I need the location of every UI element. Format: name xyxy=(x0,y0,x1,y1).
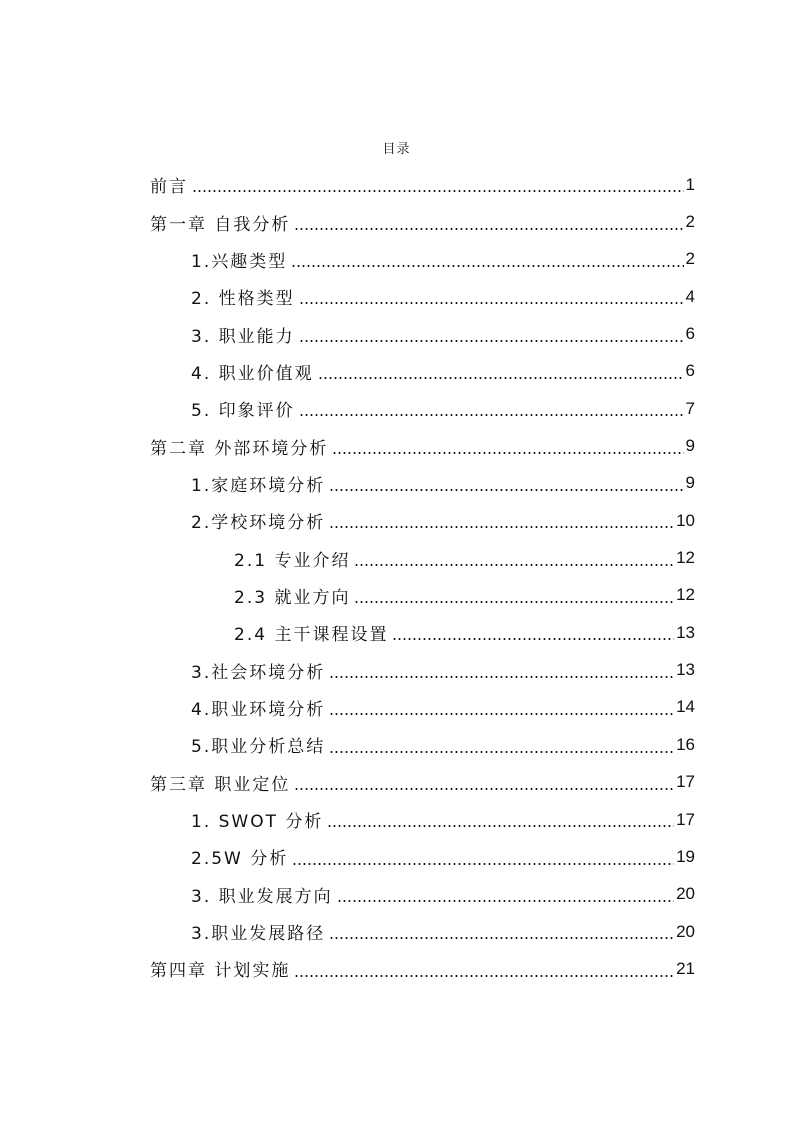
dot-leader xyxy=(294,788,674,790)
toc-entry-title: 第三章 职业定位 xyxy=(150,774,291,795)
dot-leader xyxy=(354,564,674,566)
toc-entry[interactable] xyxy=(150,950,695,987)
toc-entry-title: 1.家庭环境分析 xyxy=(191,475,326,496)
toc-entry[interactable] xyxy=(150,689,695,726)
dot-leader xyxy=(329,526,674,528)
toc-entry-title: 2.3 就业方向 xyxy=(234,587,351,608)
dot-leader xyxy=(337,900,674,902)
toc-page-number: 13 xyxy=(676,660,695,680)
toc-page-number: 7 xyxy=(685,398,695,418)
toc-entry-title: 第四章 计划实施 xyxy=(150,961,291,982)
toc-entry[interactable] xyxy=(150,390,695,427)
toc-entry[interactable] xyxy=(150,913,695,950)
toc-page-number: 9 xyxy=(685,473,695,493)
toc-page-number: 2 xyxy=(685,249,695,269)
toc-page-number: 10 xyxy=(676,510,695,530)
toc-entry-title: 3. 职业能力 xyxy=(191,326,295,347)
toc-page-number: 17 xyxy=(676,772,695,792)
dot-leader xyxy=(294,975,674,977)
toc-entry[interactable] xyxy=(150,502,695,539)
toc-entry-title: 3.职业发展路径 xyxy=(191,924,326,945)
dot-leader xyxy=(392,638,674,640)
dot-leader xyxy=(329,676,674,678)
toc-entry[interactable] xyxy=(150,427,695,464)
toc-page-number: 21 xyxy=(676,958,695,978)
toc-page-number: 12 xyxy=(676,585,695,605)
toc-page-number: 20 xyxy=(676,921,695,941)
toc-entry-title: 第二章 外部环境分析 xyxy=(150,438,329,459)
toc-page-number: 12 xyxy=(676,548,695,568)
toc-entry-title: 2. 性格类型 xyxy=(191,289,295,310)
dot-leader xyxy=(318,377,684,379)
toc-entry-title: 3. 职业发展方向 xyxy=(191,886,333,907)
toc-entry-title: 4. 职业价值观 xyxy=(191,363,314,384)
toc-entry-title: 前言 xyxy=(150,177,188,198)
table-of-contents xyxy=(150,166,695,988)
toc-page-number: 13 xyxy=(676,622,695,642)
toc-page-number: 9 xyxy=(685,436,695,456)
toc-entry[interactable] xyxy=(150,166,695,203)
toc-entry[interactable] xyxy=(150,614,695,651)
toc-entry[interactable] xyxy=(150,651,695,688)
toc-page-number: 2 xyxy=(685,212,695,232)
toc-entry-title: 1.兴趣类型 xyxy=(191,251,288,272)
toc-title: 目录 xyxy=(382,142,411,157)
toc-page-number: 17 xyxy=(676,809,695,829)
dot-leader xyxy=(294,228,683,230)
dot-leader xyxy=(329,937,674,939)
toc-entry-title: 2.学校环境分析 xyxy=(191,513,326,534)
dot-leader xyxy=(292,863,674,865)
toc-page-number: 16 xyxy=(676,734,695,754)
toc-entry[interactable] xyxy=(150,876,695,913)
dot-leader xyxy=(329,489,683,491)
toc-page-number: 19 xyxy=(676,846,695,866)
toc-entry-title: 4.职业环境分析 xyxy=(191,699,326,720)
toc-entry[interactable] xyxy=(150,353,695,390)
toc-page-number: 1 xyxy=(685,174,695,194)
dot-leader xyxy=(192,190,684,192)
toc-entry[interactable] xyxy=(150,203,695,240)
toc-page-number: 14 xyxy=(676,697,695,717)
toc-entry[interactable] xyxy=(150,465,695,502)
toc-entry-title: 2.4 主干课程设置 xyxy=(234,625,389,646)
toc-entry[interactable] xyxy=(150,315,695,352)
toc-entry[interactable] xyxy=(150,801,695,838)
toc-entry-title: 第一章 自我分析 xyxy=(150,214,291,235)
toc-entry[interactable] xyxy=(150,838,695,875)
toc-entry-title: 2.1 专业介绍 xyxy=(234,550,351,571)
dot-leader xyxy=(354,601,674,603)
dot-leader xyxy=(329,713,674,715)
dot-leader xyxy=(291,265,683,267)
dot-leader xyxy=(299,302,684,304)
toc-entry-title: 1. SWOT 分析 xyxy=(191,812,324,833)
toc-entry[interactable] xyxy=(150,764,695,801)
toc-entry[interactable] xyxy=(150,539,695,576)
toc-page-number: 6 xyxy=(685,324,695,344)
dot-leader xyxy=(299,340,684,342)
dot-leader xyxy=(332,452,683,454)
toc-entry[interactable] xyxy=(150,726,695,763)
toc-entry-title: 3.社会环境分析 xyxy=(191,662,326,683)
toc-page-number: 6 xyxy=(685,361,695,381)
toc-entry[interactable] xyxy=(150,577,695,614)
toc-entry-title: 5. 印象评价 xyxy=(191,401,295,422)
toc-entry[interactable] xyxy=(150,278,695,315)
toc-entry-title: 5.职业分析总结 xyxy=(191,737,326,758)
dot-leader xyxy=(299,414,684,416)
toc-page-number: 4 xyxy=(685,286,695,306)
toc-entry[interactable] xyxy=(150,241,695,278)
toc-entry-title: 2.5W 分析 xyxy=(191,849,289,870)
dot-leader xyxy=(329,751,674,753)
dot-leader xyxy=(327,825,674,827)
toc-page-number: 20 xyxy=(676,884,695,904)
